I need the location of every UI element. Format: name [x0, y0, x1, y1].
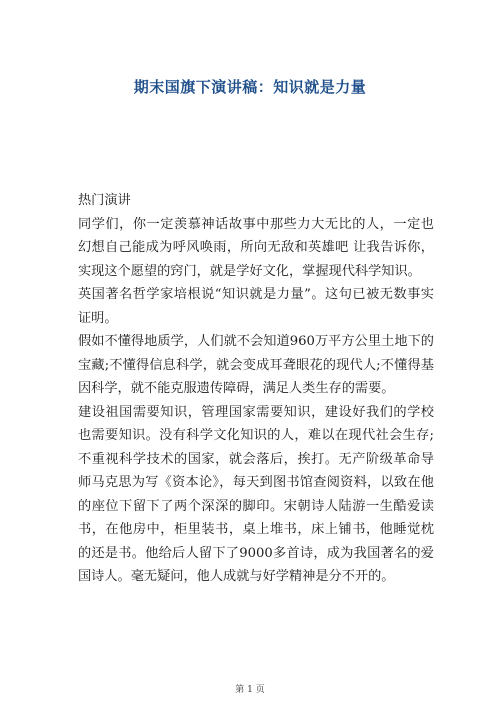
paragraph: 同学们，你一定羡慕神话故事中那些力大无比的人，一定也幻想自己能成为呼风唤雨，所向无敌和英雄吧 让我告诉你，实现这个愿望的窍门，就是学好文化，掌握现代科学知识。	[78, 216, 434, 279]
document-body	[78, 189, 434, 589]
paragraph: 英国著名哲学家培根说“知识就是力量”。这句已被无数事实证明。	[78, 287, 434, 326]
document-title: 期末国旗下演讲稿：知识就是力量	[133, 78, 367, 96]
page-number: 第 1 页	[235, 685, 265, 695]
section-label: 热门演讲	[78, 193, 131, 208]
paragraph: 建设祖国需要知识，管理国家需要知识，建设好我们的学校也需要知识。没有科学文化知识的人，难以在现代社会生存;不重视科学技术的国家，就会落后，挨打。无产阶级革命导师马克思为写《资本论》，每天到图书馆查阅资料，以致在他的座位下留下了两个深深的脚印。宋朝诗人陆游一生酷爱读书，在他房中，柜里装书，桌上堆书，床上铺书，他睡觉枕的还是书。他给后人留下了9000多首诗，成为我国著名的爱国诗人。毫无疑问，他人成就与好学精神是分不开的。	[78, 404, 434, 584]
paragraph: 假如不懂得地质学，人们就不会知道960万平方公里土地下的宝藏;不懂得信息科学，就会变成耳聋眼花的现代人;不懂得基因科学，就不能克服遗传障碍，满足人类生存的需要。	[78, 334, 434, 396]
